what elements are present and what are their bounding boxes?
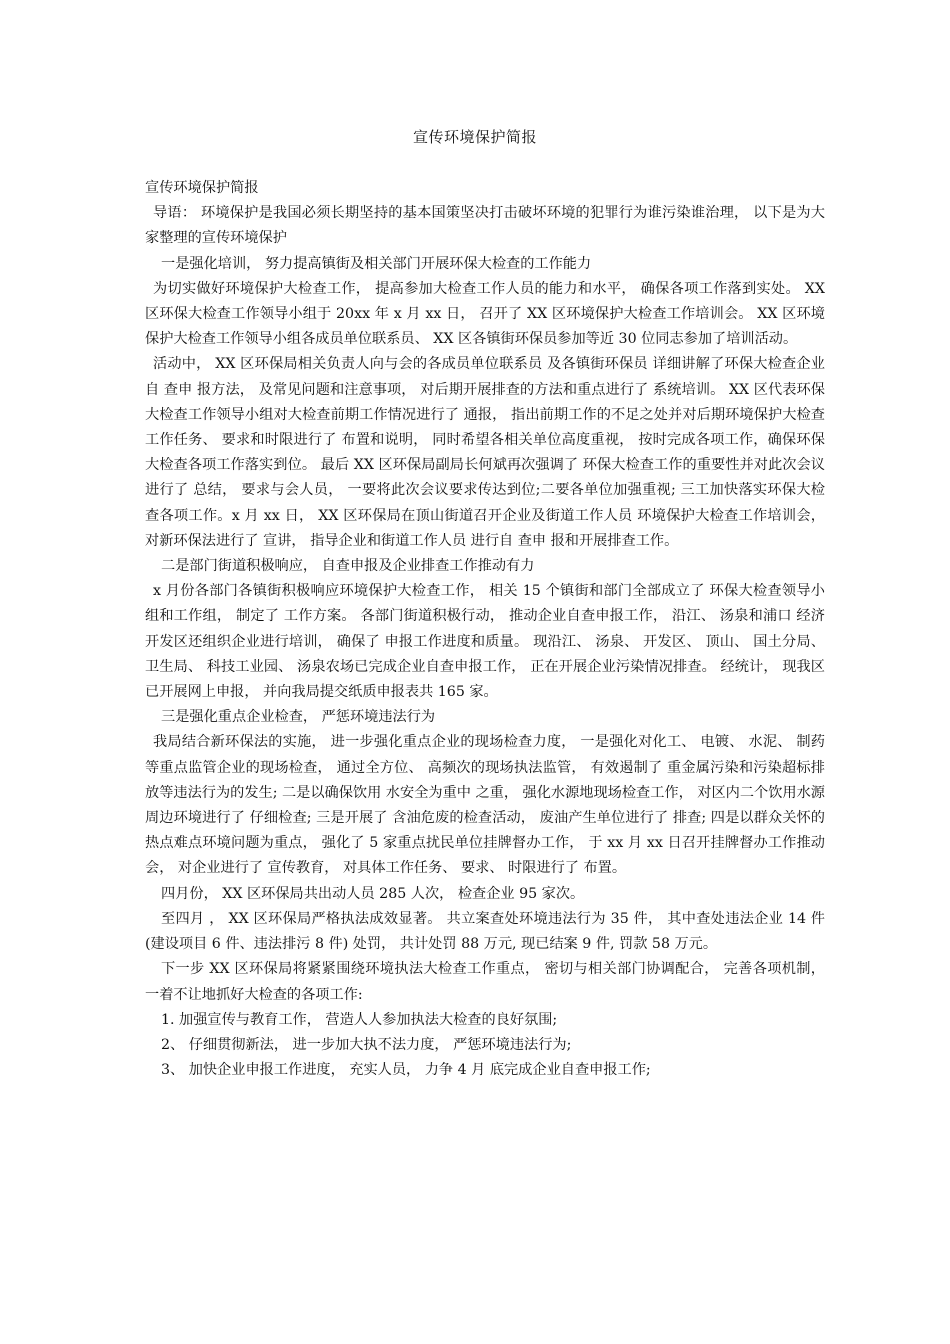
section-heading-1: 一是强化培训， 努力提高镇街及相关部门开展环保大检查的工作能力 <box>161 255 592 272</box>
body-paragraph: 为切实做好环境保护大检查工作， 提高参加大检查工作人员的能力和水平， 确保各项工作落到实处。 XX 区环保大检查工作领导小组于 20xx 年 x 月 xx 日， 召开了 XX 区环境保护大检查工作培训会。 XX 区环境保护大检查工作领导小组各成员单位联系员、 XX 区各镇街环保员参加等近 30 位同志参加了培训活动。 <box>145 280 825 348</box>
list-item: 1. 加强宣传与教育工作， 营造人人参加执法大检查的良好氛围; <box>161 1011 558 1028</box>
body-paragraph: 四月份， XX 区环保局共出动人员 285 人次， 检查企业 95 家次。 <box>161 885 585 902</box>
document-body <box>145 176 825 1083</box>
section-heading-3: 三是强化重点企业检查， 严惩环境违法行为 <box>161 709 436 726</box>
body-paragraph: 活动中， XX 区环保局相关负责人向与会的各成员单位联系员 及各镇街环保员 详细讲解了环保大检查企业自 查申 报方法， 及常见问题和注意事项， 对后期开展排查的方法和重点进行了 系统培训。 XX 区代表环保大检查工作领导小组对大检查前期工作情况进行了 通报， 指出前期工作的不足之处并对后期环境保护大检查工作任务、 要求和时限进行了 布置和说明， 同时希望各相关单位高度重视， 按时完成各项工作，确保环保大检查各项工作落实到位。 最后 XX 区环保局副局长何斌再次强调了 环保大检查工作的重要性并对此次会议进行了 总结， 要求与会人员， 一要将此次会议要求传达到位;二要各单位加强重视; 三工加快落实环保大检查各项工作。x 月 xx 日， XX 区环保局在顶山街道召开企业及街道工作人员 环境保护大检查工作培训会， 对新环保法进行了 宣讲， 指导企业和街道工作人员 进行自 查申 报和开展排查工作。 <box>145 356 825 549</box>
subtitle-paragraph: 宣传环境保护简报 <box>145 180 259 196</box>
list-item: 2、 仔细贯彻新法， 进一步加大执不法力度， 严惩环境违法行为; <box>161 1036 572 1053</box>
list-item: 3、 加快企业申报工作进度， 充实人员， 力争 4 月 底完成企业自查申报工作; <box>161 1062 651 1079</box>
body-paragraph: 至四月 ， XX 区环保局严格执法成效显著。 共立案查处环境违法行为 35 件， 其中查处违法企业 14 件(建设项目 6 件、违法排污 8 件) 处罚， 共计处罚 88 万元, 现已结案 9 件, 罚款 58 万元。 <box>145 910 825 953</box>
section-heading-2: 二是部门街道积极响应， 自查申报及企业排查工作推动有力 <box>161 558 535 575</box>
intro-paragraph: 导语： 环境保护是我国必须长期坚持的基本国策坚决打击破坏环境的犯罪行为谁污染谁治理， 以下是为大家整理的宣传环境保护 <box>145 205 825 247</box>
body-paragraph: x 月份各部门各镇街积极响应环境保护大检查工作， 相关 15 个镇街和部门全部成立了 环保大检查领导小组和工作组， 制定了 工作方案。 各部门街道积极行动， 推动企业自查申报工作， 沿江、 汤泉和浦口 经济开发区还组织企业进行培训， 确保了 申报工作进度和质量。 现沿江、 汤泉、 开发区、 顶山、 国土分局、 卫生局、 科技工业园、 汤泉农场已完成企业自查申报工作， 正在开展企业污染情况排查。 经统计， 现我区已开展网上申报， 并向我局提交纸质申报表共 165 家。 <box>145 583 825 701</box>
body-paragraph: 我局结合新环保法的实施， 进一步强化重点企业的现场检查力度， 一是强化对化工、 电镀、 水泥、 制药等重点监管企业的现场检查， 通过全方位、 高频次的现场执法监管， 有效遏制了 重金属污染和污染超标排放等违法行为的发生; 二是以确保饮用 水安全为重中 之重， 强化水源地现场检查工作， 对区内二个饮用水源周边环境进行了 仔细检查; 三是开展了 含油危废的检查活动， 废油产生单位进行了 排查; 四是以群众关怀的热点难点环境问题为重点， 强化了 5 家重点扰民单位挂牌督办工作， 于 xx 月 xx 日召开挂牌督办工作推动会， 对企业进行了 宣传教育， 对具体工作任务、 要求、 时限进行了 布置。 <box>145 734 825 877</box>
document-title: 宣传环境保护简报 <box>412 128 537 146</box>
body-paragraph: 下一步 XX 区环保局将紧紧围绕环境执法大检查工作重点， 密切与相关部门协调配合， 完善各项机制， 一着不让地抓好大检查的各项工作: <box>145 961 825 1003</box>
